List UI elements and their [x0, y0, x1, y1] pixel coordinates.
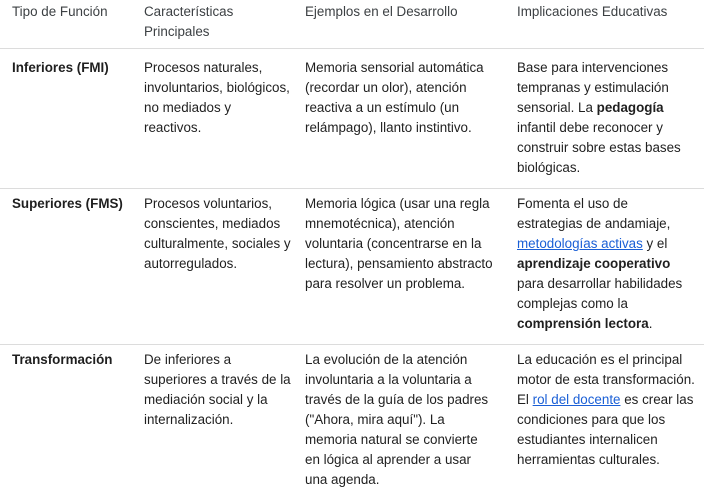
implications-text: infantil debe reconocer y construir sobre estas bases biológicas.	[517, 120, 681, 175]
implications-text: Fomenta el uso de estrategias de andamiaje,	[517, 196, 671, 231]
header-implicaciones: Implicaciones Educativas	[517, 4, 668, 19]
table-row	[0, 48, 704, 189]
implications-text: para desarrollar habilidades complejas como la	[517, 276, 683, 311]
row-type-label: Inferiores (FMI)	[12, 60, 109, 75]
examples-cell: Memoria sensorial automática (recordar un olor), atención reactiva a un estímulo (un relámpago), llanto instintivo.	[305, 60, 484, 135]
implications-text: Base para intervenciones tempranas y estimulación sensorial. La	[517, 60, 669, 115]
metodologias-activas-link[interactable]: metodologías activas	[517, 236, 643, 251]
implications-cell	[517, 194, 697, 334]
characteristics-cell: Procesos voluntarios, conscientes, mediados culturalmente, sociales y autorregulados.	[144, 196, 291, 271]
implications-text: La educación es el principal motor de esta transformación. El	[517, 352, 695, 407]
implications-bold: aprendizaje cooperativo	[517, 256, 671, 271]
examples-cell: Memoria lógica (usar una regla mnemotécnica), atención voluntaria (concentrarse en la lectura), pensamiento abstracto para resolver un problema.	[305, 196, 493, 291]
table-row	[0, 188, 704, 345]
rol-del-docente-link[interactable]: rol del docente	[532, 392, 621, 407]
implications-text: y el	[642, 236, 668, 251]
examples-cell: La evolución de la atención involuntaria a la voluntaria a través de la guía de los padres ("Ahora, mira aquí"). La memoria natural se convierte en lógica al aprender a usar una agenda.	[305, 352, 489, 487]
implications-text: es crear las condiciones para que los estudiantes internalicen herramientas culturales.	[517, 392, 694, 467]
row-type-label: Transformación	[12, 352, 113, 367]
implications-bold: pedagogía	[596, 100, 664, 115]
row-type-label: Superiores (FMS)	[12, 196, 123, 211]
header-ejemplos: Ejemplos en el Desarrollo	[305, 4, 458, 19]
characteristics-cell: De inferiores a superiores a través de la mediación social y la internalización.	[144, 352, 291, 427]
header-tipo: Tipo de Función	[12, 4, 108, 19]
table-row	[0, 344, 704, 502]
implications-cell	[517, 58, 697, 178]
header-caracteristicas: Características Principales	[144, 4, 234, 39]
implications-bold: comprensión lectora	[517, 316, 649, 331]
characteristics-cell: Procesos naturales, involuntarios, biológicos, no mediados y reactivos.	[144, 60, 290, 135]
implications-cell	[517, 350, 697, 470]
implications-text: .	[648, 316, 653, 331]
table-header-row	[0, 0, 704, 49]
